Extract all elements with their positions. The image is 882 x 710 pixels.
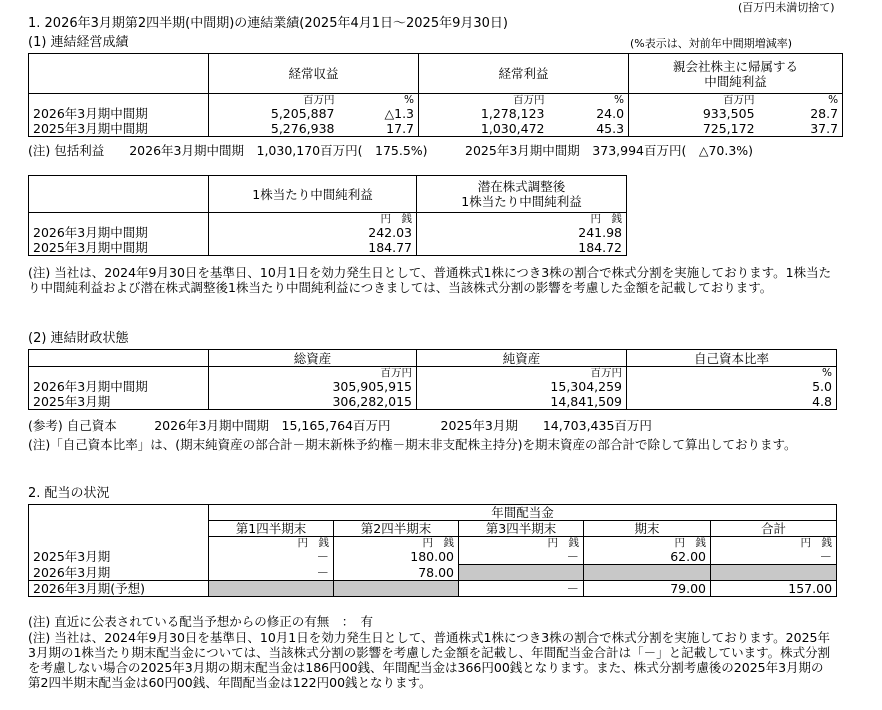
- cell: 305,905,915: [209, 379, 417, 394]
- row-label: 2026年3月期: [29, 565, 209, 581]
- total-assets-header: 総資産: [209, 350, 417, 367]
- cell: 184.72: [417, 240, 627, 256]
- cell: 14,841,509: [417, 394, 627, 410]
- results-header-ordinary-profit: 経常利益: [419, 54, 629, 94]
- unit-pct: %: [627, 367, 837, 380]
- unit-yen: 円 銭: [417, 213, 627, 226]
- eps-table: [28, 175, 627, 256]
- dividend-table: [28, 504, 837, 597]
- cell: 1,278,123: [419, 106, 549, 121]
- row-label: 2026年3月期中間期: [29, 379, 209, 394]
- cell: 5,276,938: [209, 121, 339, 137]
- unit-yen: 円 銭: [334, 537, 459, 550]
- net-assets-header: 純資産: [417, 350, 627, 367]
- cell: －: [209, 565, 334, 581]
- row-label: 2025年3月期中間期: [29, 121, 209, 137]
- table-row: [29, 581, 837, 597]
- unit-yen: 円 銭: [209, 213, 417, 226]
- diluted-eps-header: 潜在株式調整後 1株当たり中間純利益: [417, 176, 627, 213]
- results-subtitle: (1) 連結経営成績: [28, 35, 129, 50]
- cell: 4.8: [627, 394, 837, 410]
- unit-pct: %: [549, 94, 629, 107]
- cell: △1.3: [384, 106, 415, 121]
- eps-header: 1株当たり中間純利益: [209, 176, 417, 213]
- unit-money: 百万円: [209, 94, 339, 107]
- unit-yen: 円 銭: [711, 537, 837, 550]
- cell-shaded: [584, 565, 711, 581]
- row-label: 2026年3月期(予想): [29, 581, 209, 597]
- cell: 15,304,259: [417, 379, 627, 394]
- cell: 45.3: [549, 121, 629, 137]
- eps-corner: [29, 176, 209, 213]
- table-row: [29, 549, 837, 565]
- results-header-revenue: 経常収益: [209, 54, 419, 94]
- table-row: [29, 106, 843, 121]
- cell: 157.00: [711, 581, 837, 597]
- financial-position-table: [28, 349, 837, 410]
- cell: 180.00: [334, 549, 459, 565]
- equity-ratio-header: 自己資本比率: [627, 350, 837, 367]
- equity-reference-note: (参考) 自己資本 2026年3月期中間期 15,165,764百万円 2025年3月期 14,703,435百万円: [28, 418, 652, 433]
- row-label: 2026年3月期中間期: [29, 106, 209, 121]
- unit-money: 百万円: [417, 367, 627, 380]
- unit-money: 百万円: [419, 94, 549, 107]
- cell: 184.77: [209, 240, 417, 256]
- cell: －: [711, 549, 837, 565]
- section1-title: 1. 2026年3月期第2四半期(中間期)の連結業績(2025年4月1日～2025年9月30日): [28, 16, 508, 31]
- unit-money: 百万円: [209, 367, 417, 380]
- cell: 306,282,015: [209, 394, 417, 410]
- annual-dividend-header: 年間配当金: [209, 505, 837, 521]
- equity-ratio-note: (注)「自己資本比率」は、(期末純資産の部合計－期末新株予約権－期末非支配株主持分)を期末資産の部合計で除して算出しております。: [28, 437, 797, 452]
- cell: 62.00: [584, 549, 711, 565]
- unit-pct: %: [759, 94, 843, 107]
- row-label: 2026年3月期中間期: [29, 225, 209, 240]
- results-table: [28, 53, 843, 137]
- fin-corner: [29, 350, 209, 367]
- revision-note: (注) 直近に公表されている配当予想からの修正の有無 ： 有: [28, 614, 373, 629]
- dividend-col-header: 期末: [584, 521, 711, 537]
- cell: 1,030,472: [419, 121, 549, 137]
- cell: 17.7: [339, 121, 419, 137]
- row-label: 2025年3月期: [29, 394, 209, 410]
- cell: 78.00: [334, 565, 459, 581]
- results-header-net-income: 親会社株主に帰属する 中間純利益: [629, 54, 843, 94]
- cell: 241.98: [417, 225, 627, 240]
- table-row: [29, 394, 837, 410]
- dividend-col-header: 第2四半期末: [334, 521, 459, 537]
- section2-title: 2. 配当の状況: [28, 486, 110, 501]
- cell-shaded: [711, 565, 837, 581]
- cell: 242.03: [209, 225, 417, 240]
- table-row: [29, 121, 843, 137]
- cell: 24.0: [596, 106, 625, 121]
- row-label: 2025年3月期中間期: [29, 240, 209, 256]
- unit-pct: %: [339, 94, 419, 107]
- cell-shaded: [459, 565, 584, 581]
- financial-position-subtitle: (2) 連結財政状態: [28, 331, 129, 346]
- table-row: [29, 565, 837, 581]
- unit-yen: 円 銭: [209, 537, 334, 550]
- cell-shaded: [209, 581, 334, 597]
- results-pct-note: (%表示は、対前年中間期増減率): [630, 37, 793, 50]
- dividend-col-header: 第1四半期末: [209, 521, 334, 537]
- cell: 725,172: [629, 121, 759, 137]
- unit-yen: 円 銭: [584, 537, 711, 550]
- comprehensive-income-note: (注) 包括利益 2026年3月期中間期 1,030,170百万円( 175.5%) 2025年3月期中間期 373,994百万円( △70.3%): [28, 143, 754, 158]
- cell: －: [459, 581, 584, 597]
- dividend-col-header: 合計: [711, 521, 837, 537]
- table-row: [29, 379, 837, 394]
- dividend-col-header: 第3四半期末: [459, 521, 584, 537]
- cell: 5.0: [627, 379, 837, 394]
- cell: 28.7: [759, 106, 843, 121]
- cell-shaded: [334, 581, 459, 597]
- cell: －: [209, 549, 334, 565]
- cell: 79.00: [584, 581, 711, 597]
- cell: 933,505: [629, 106, 759, 121]
- stock-split-note: (注) 当社は、2024年9月30日を基準日、10月1日を効力発生日として、普通株式1株につき3株の割合で株式分割を実施しております。1株当たり中間純利益および潜在株式調整後1株当たり中間純利益につきましては、当該株式分割の影響を考慮した金額を記載しております。: [28, 265, 832, 295]
- dividend-corner: [29, 505, 209, 537]
- results-corner: [29, 54, 209, 94]
- cell: 37.7: [759, 121, 843, 137]
- unit-yen: 円 銭: [459, 537, 584, 550]
- dividend-split-note: (注) 当社は、2024年9月30日を基準日、10月1日を効力発生日として、普通株式1株につき3株の割合で株式分割を実施しております。2025年3月期の1株当たり期末配当金については、当該株式分割の影響を考慮した金額を記載し、年間配当金合計は「－」と記載しています。株式分割を考慮しない場合の2025年3月期の期末配当金は186円00銭、年間配当金は366円00銭となります。また、株式分割考慮後の2025年3月期の第2四半期末配当金は60円00銭、年間配当金は122円00銭となります。: [28, 630, 831, 690]
- unit-note: (百万円未満切捨て): [738, 1, 835, 14]
- row-label: 2025年3月期: [29, 549, 209, 565]
- table-row: [29, 225, 627, 240]
- cell: －: [459, 549, 584, 565]
- cell: 5,205,887: [209, 106, 339, 121]
- unit-money: 百万円: [629, 94, 759, 107]
- table-row: [29, 240, 627, 256]
